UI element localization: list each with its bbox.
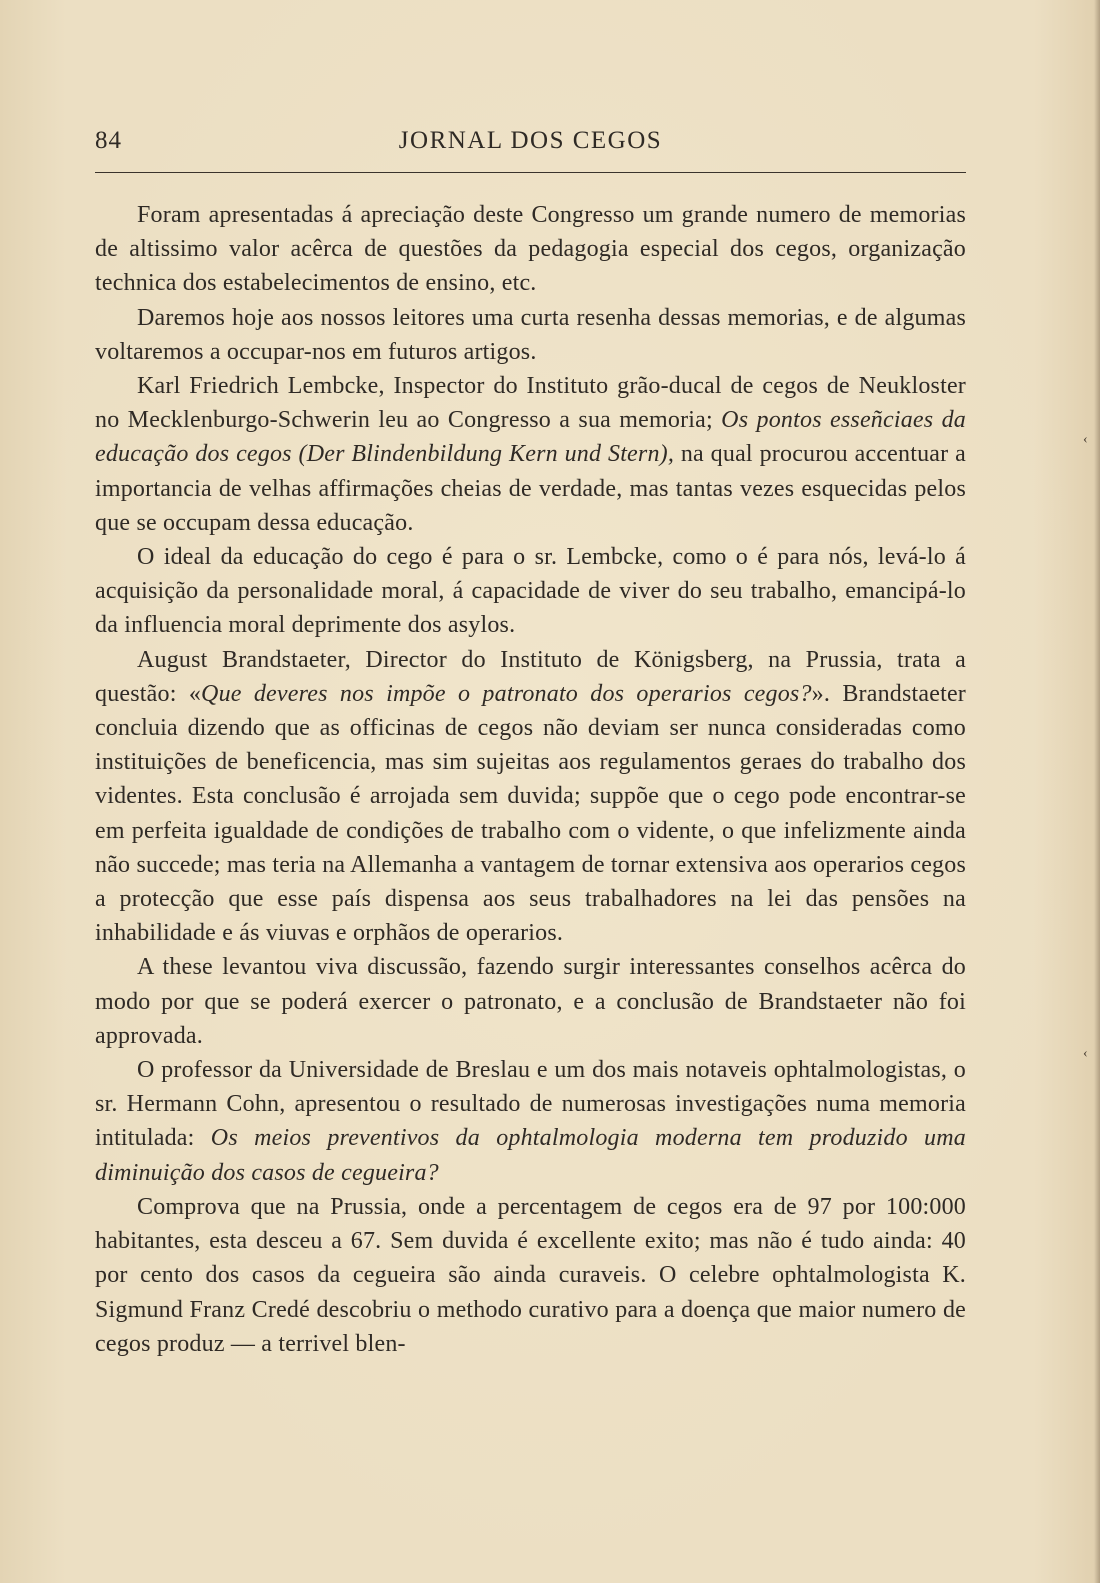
paragraph <box>95 643 966 951</box>
text-run: na qual procurou accentuar a importancia de velhas affirmações cheias de verdade, mas tantas vezes esquecidas pelos que se occupam dessa educação. <box>95 441 966 536</box>
italic-title-run: Os pontos esseñciaes da educação dos cegos (Der Blindenbildung Kern und Stern), <box>95 407 967 468</box>
text-run: O ideal da educação do cego é para o sr. Lembcke, como o é para nós, levá-lo á acquisição da personalidade moral, á capacidade de viver do seu trabalho, emancipá-lo da influencia moral deprimente dos asylos. <box>95 544 966 639</box>
text-run: O professor da Universidade de Breslau e um dos mais notaveis ophtalmologistas, o sr. Hermann Cohn, apresentou o resultado de numerosas investigações numa memoria intitulada: <box>95 1057 966 1152</box>
text-run: A these levantou viva discussão, fazendo surgir interessantes conselhos acêrca do modo por que se poderá exercer o patronato, e a conclusão de Brandstaeter não foi approvada. <box>95 954 966 1049</box>
margin-mark: ‹ <box>1083 432 1088 447</box>
body-text <box>95 198 966 1361</box>
text-run: Daremos hoje aos nossos leitores uma curta resenha dessas memorias, e de algumas voltaremos a occupar-nos em futuros artigos. <box>95 304 966 365</box>
text-run: Comprova que na Prussia, onde a percentagem de cegos era de 97 por 100:000 habitantes, esta desceu a 67. Sem duvida é excellente exito; mas não é tudo ainda: 40 por cento dos casos da cegueira são ainda curaveis. O celebre ophtalmologista K. Sigmund Franz Credé descobriu o methodo curativo para a doença que maior numero de cegos produz — a terrivel blen- <box>95 1193 966 1357</box>
page-number: 84 <box>95 127 122 154</box>
paragraph <box>95 1053 966 1190</box>
header-rule <box>95 172 966 173</box>
paragraph <box>95 1190 966 1361</box>
paragraph <box>95 301 966 369</box>
text-run: Karl Friedrich Lembcke, Inspector do Instituto grão-ducal de cegos de Neukloster no Mecklenburgo-Schwerin leu ao Congresso a sua memoria; <box>95 373 966 434</box>
paragraph <box>95 198 966 301</box>
paragraph <box>95 369 966 540</box>
paragraph <box>95 950 966 1053</box>
text-run: Foram apresentadas á apreciação deste Congresso um grande numero de memorias de altissimo valor acêrca de questões da pedagogia especial dos cegos, organização technica dos estabelecimentos de ensino, etc. <box>95 202 966 297</box>
text-run: August Brandstaeter, Director do Instituto de Königsberg, na Prussia, trata a questão: « <box>95 646 966 707</box>
page-header <box>95 123 966 163</box>
page-edge-shadow <box>1094 0 1100 1583</box>
margin-mark: ‹ <box>1083 1046 1088 1061</box>
italic-title-run: Que deveres nos impõe o patronato dos operarios cegos? <box>201 680 812 707</box>
italic-title-run: Os meios preventivos da ophtalmologia moderna tem produzido uma diminuição dos casos de cegueira? <box>95 1125 966 1186</box>
running-title: JORNAL DOS CEGOS <box>398 127 663 154</box>
paragraph <box>95 540 966 643</box>
text-run: ». Brandstaeter concluia dizendo que as officinas de cegos não deviam ser nunca consideradas como instituições de beneficencia, mas sim sujeitas aos regulamentos geraes do trabalho dos videntes. Esta conclusão é arrojada sem duvida; suppõe que o cego pode encontrar-se em perfeita igualdade de condições de trabalho com o vidente, o que infelizmente ainda não succede; mas teria na Allemanha a vantagem de tornar extensiva aos operarios cegos a protecção que esse país dispensa aos seus trabalhadores na lei das pensões na inhabilidade e ás viuvas e orphãos de operarios. <box>95 680 966 947</box>
